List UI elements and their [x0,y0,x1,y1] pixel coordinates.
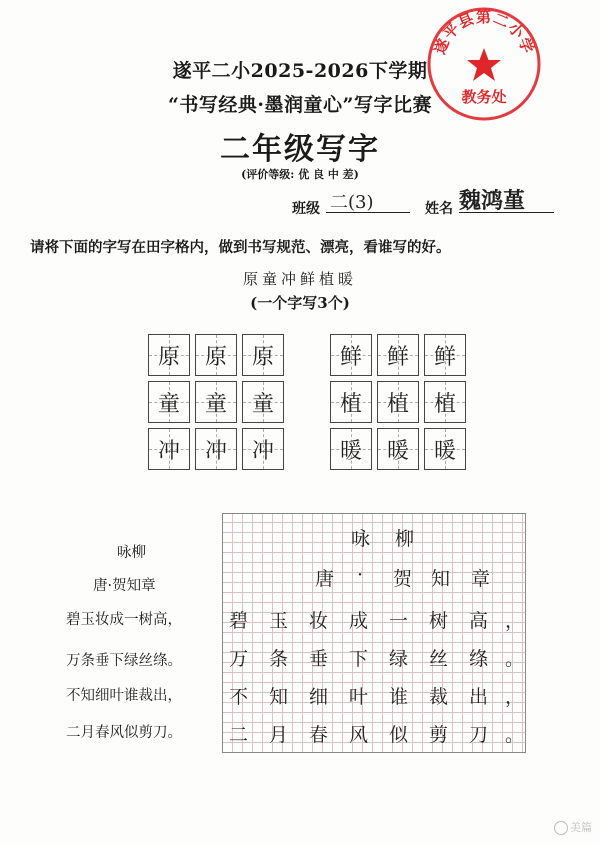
grid-cell: 植 [330,381,372,423]
grid-cell: 冲 [148,428,190,470]
poem-author: 唐·贺知章 [93,578,156,594]
poem-title: 咏柳 [117,545,146,561]
grid-cell: 童 [148,381,190,423]
watermark-logo: 美篇 [554,819,592,835]
name-value: 魏鸿堇 [459,184,554,213]
target-characters: 原童冲鲜植暖 [242,270,357,288]
rating-scale: (评价等级: 优 良 中 差) [241,168,359,181]
right-practice-grid [330,334,466,470]
poem-line: 碧玉妆成一树高， [66,612,182,628]
grid-cell: 植 [377,381,419,423]
poem-line: 二月春风似剪刀。 [66,725,182,741]
grid-cell: 冲 [242,428,284,470]
poem-line: 不知细叶谁裁出， [66,688,182,704]
grid-cell: 暖 [424,428,466,470]
grid-cell: 植 [424,381,466,423]
grid-cell: 童 [242,381,284,423]
class-label: 班级 [292,201,320,217]
poem-line: 万条垂下绿丝绦。 [66,653,182,669]
grid-cell: 鲜 [330,334,372,376]
grid-paper: 咏 柳 唐 · 贺 知 章 碧 玉 妆 成 一 树 高 ， 万 条 垂 下 绿 丝 绦 。 不 知 细 叶 谁 裁 出 ， 二 月 春 风 似 剪 刀 。 [222,513,526,753]
left-practice-grid [148,334,284,470]
grade-title: 二年级写字 [220,132,380,167]
grid-cell: 原 [195,334,237,376]
instruction-text: 请将下面的字写在田字格内，做到书写规范、漂亮，看谁写的好。 [30,239,451,256]
school-term-title: 遂平二小2025-2026下学期 [172,60,428,82]
watermark-icon [554,821,568,835]
contest-title: “书写经典·墨润童心”写字比赛 [168,94,432,116]
svg-text:教务处: 教务处 [461,88,507,106]
target-note: (一个字写3个) [250,294,350,312]
name-label: 姓名 [425,201,453,217]
svg-text:遂平县第二小学: 遂平县第二小学 [430,8,538,57]
grid-cell: 鲜 [424,334,466,376]
grid-cell: 原 [148,334,190,376]
grid-cell: 暖 [330,428,372,470]
grid-cell: 鲜 [377,334,419,376]
grid-cell: 童 [195,381,237,423]
grid-cell: 冲 [195,428,237,470]
class-value: 二(3) [326,188,410,213]
grid-cell: 原 [242,334,284,376]
grid-cell: 暖 [377,428,419,470]
school-seal-stamp [425,5,543,123]
